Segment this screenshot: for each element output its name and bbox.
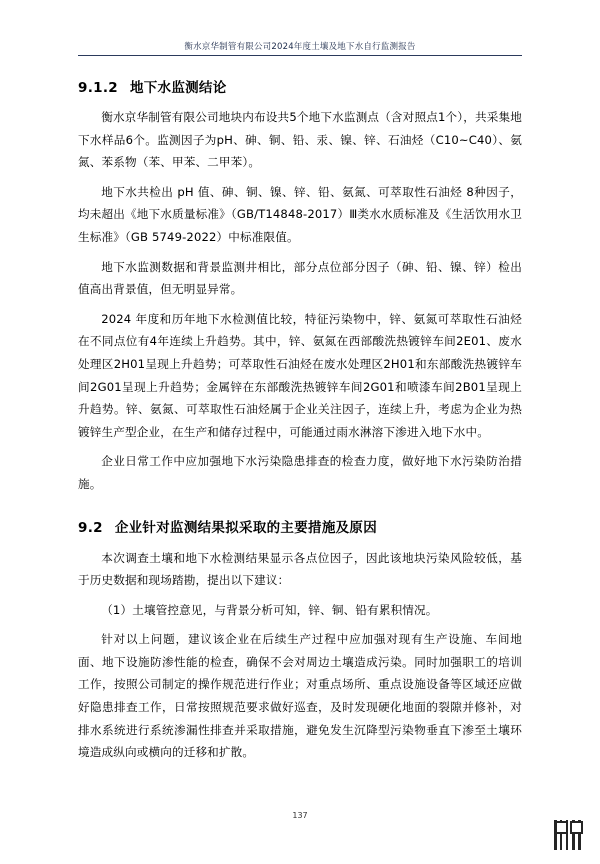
document-body	[78, 76, 522, 764]
paragraph: 本次调查土壤和地下水检测结果显示各点位因子，因此该地块污染风险较低，基于历史数据和现场踏勘，提出以下建议：	[78, 550, 522, 588]
paragraph: 2024 年度和历年地下水检测值比较，特征污染物中，锌、氨氮可萃取性石油烃在不同点位有4年连续上升趋势。其中，锌、氨氮在西部酸洗热镀锌车间2E01、废水处理区2H01呈现上升趋势；可萃取性石油烃在废水处理区2H01和东部酸洗热镀锌车间2G01呈现上升趋势；金属锌在东部酸洗热镀锌车间2G01和喷漆车间2B01呈现上升趋势。锌、氨氮、可萃取性石油烃属于企业关注因子，连续上升，考虑为企业为热镀锌生产型企业，在生产和储存过程中，可能通过雨水淋溶下渗进入地下水中。	[78, 311, 522, 439]
paragraph: 企业日常工作中应加强地下水污染隐患排查的检查力度，做好地下水污染防治措施。	[78, 454, 522, 491]
header-divider	[78, 55, 522, 56]
page-number: 137	[292, 811, 308, 820]
paragraph: 衡水京华制管有限公司地块内布设共5个地下水监测点（含对照点1个），共采集地下水样品6个。监测因子为pH、砷、铜、铅、汞、镍、锌、石油烃（C10~C40）、氨氮、苯系物（苯、甲苯、二甲苯）。	[78, 110, 522, 170]
section-title: 企业针对监测结果拟采取的主要措施及原因	[114, 519, 378, 536]
section-number: 9.2	[78, 519, 103, 536]
paragraph: 地下水监测数据和背景监测井相比，部分点位部分因子（砷、铅、镍、锌）检出值高出背景值，但无明显异常。	[78, 259, 522, 297]
paragraph: 针对以上问题，建议该企业在后续生产过程中应加强对现有生产设施、车间地面、地下设施防渗性能的检查，确保不会对周边土壤造成污染。同时加强职工的培训工作，按照公司制定的操作规范进行作业；对重点场所、重点设施设备等区域还应做好隐患排查工作，日常按照规范要求做好巡查，及时发现硬化地面的裂隙并修补，对排水系统进行系统渗漏性排查并采取措施，避免发生沉降型污染物垂直下渗至土壤环境造成纵向或横向的迁移和扩散。	[78, 632, 522, 760]
section-heading-9-2	[78, 516, 522, 536]
section-number: 9.1.2	[78, 80, 118, 96]
page-footer	[0, 811, 600, 820]
page-header	[78, 40, 522, 56]
header-title: 衡水京华制管有限公司2024年度土壤及地下水自行监测报告	[184, 42, 416, 52]
paragraph: （1）土壤管控意见，与背景分析可知，锌、铜、铅有累积情况。	[101, 602, 438, 617]
section-heading-9-1-2	[78, 76, 522, 96]
page-content-area	[78, 40, 522, 764]
section-title: 地下水监测结论	[129, 80, 227, 96]
qr-code-icon	[554, 820, 584, 850]
paragraph: 地下水共检出 pH 值、砷、铜、镍、锌、铅、氨氮、可萃取性石油烃 8种因子，均未超出《地下水质量标准》（GB/T14848-2017）Ⅲ类水水质标准及《生活饮用水卫生标准》（GB 5749-2022）中标准限值。	[78, 184, 522, 244]
